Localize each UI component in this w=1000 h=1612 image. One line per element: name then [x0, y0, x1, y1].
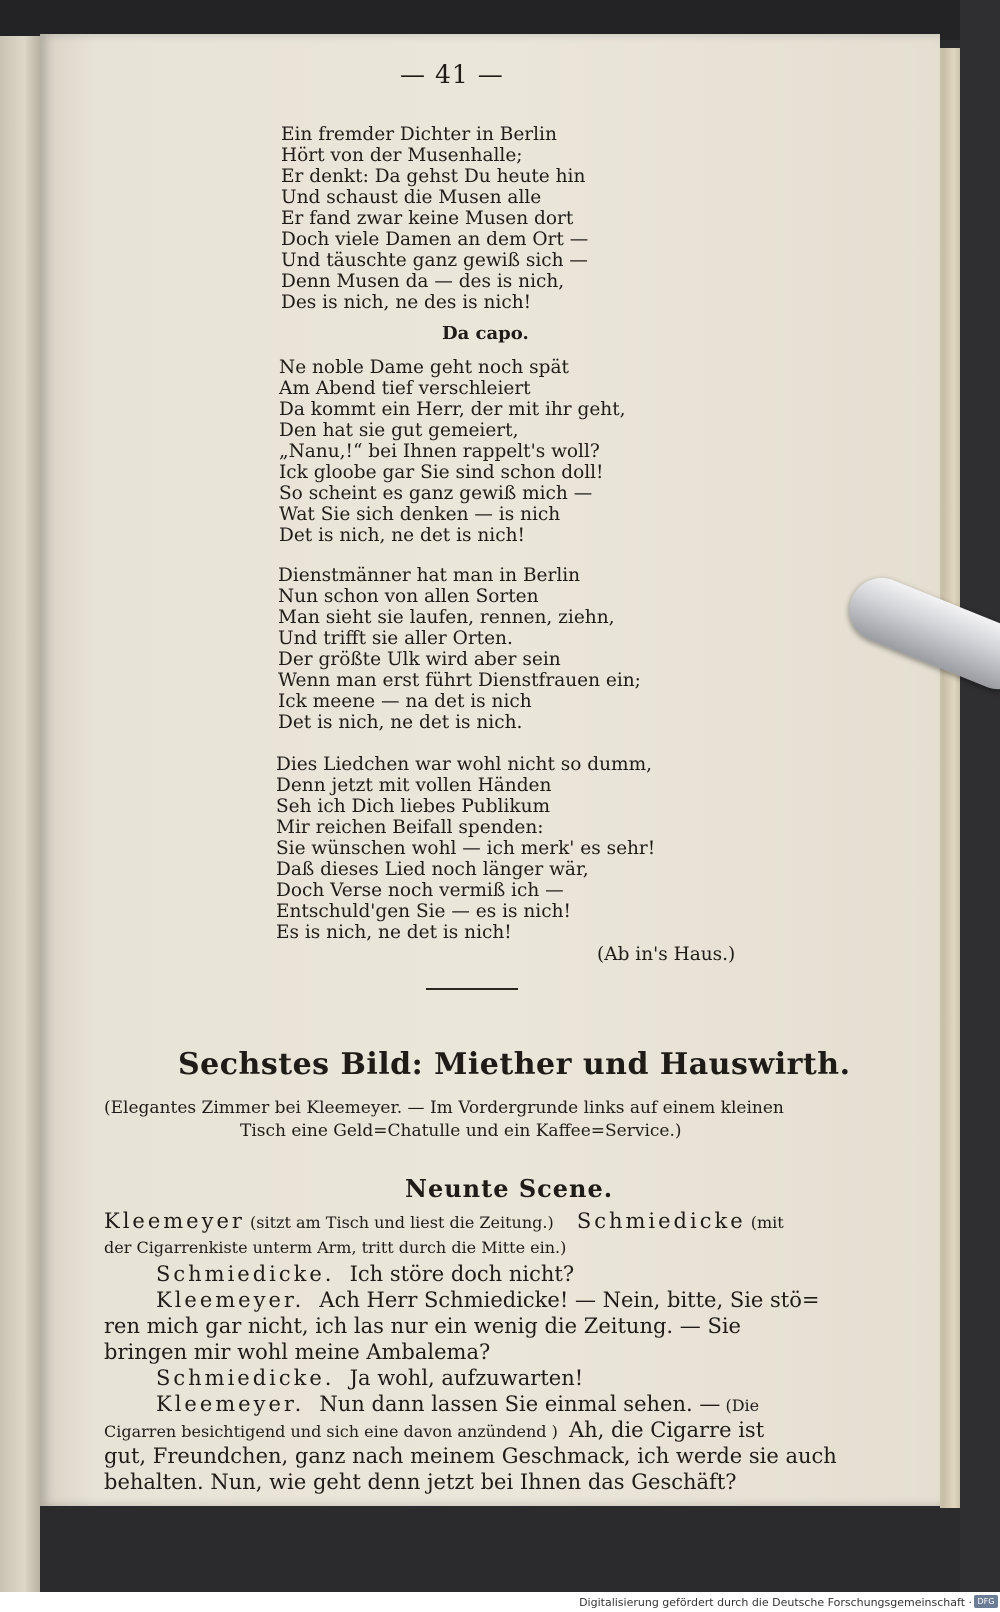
verse-line: Der größte Ulk wird aber sein: [278, 649, 561, 670]
speaker-name: Schmiedicke.: [156, 1262, 335, 1286]
verse-line: Ein fremder Dichter in Berlin: [281, 124, 557, 145]
act-title: Sechstes Bild: Miether und Hauswirth.: [178, 1047, 851, 1082]
verse-line: Daß dieses Lied noch länger wär,: [276, 859, 589, 880]
verse-line: Sie wünschen wohl — ich merk' es sehr!: [276, 838, 656, 859]
verse-line: Det is nich, ne det is nich!: [279, 525, 525, 546]
verse-line: Det is nich, ne det is nich.: [278, 712, 523, 733]
speaker-name: Schmiedicke.: [156, 1366, 335, 1390]
left-page-edge: [0, 36, 40, 1592]
da-capo-heading: Da capo.: [442, 323, 529, 344]
verse-line: Doch viele Damen an dem Ort —: [281, 229, 589, 250]
dialogue-text: Ich störe doch nicht?: [349, 1262, 575, 1286]
verse-stanza-3: [278, 565, 641, 733]
scanner-background-right: [960, 0, 1000, 1612]
verse-line: Wenn man erst führt Dienstfrauen ein;: [278, 670, 641, 691]
verse-line: Und schaust die Musen alle: [281, 187, 542, 208]
verse-line: Doch Verse noch vermiß ich —: [276, 880, 564, 901]
dialogue-text: ren mich gar nicht, ich las nur ein wenig die Zeitung. — Sie: [104, 1314, 741, 1338]
dfg-logo: DFG: [974, 1595, 998, 1608]
section-divider: [426, 988, 518, 990]
dialogue-text: Ja wohl, aufzuwarten!: [349, 1366, 584, 1390]
speaker-name: Kleemeyer.: [156, 1392, 305, 1416]
verse-line: Denn Musen da — des is nich,: [281, 271, 565, 292]
verse-line: Er fand zwar keine Musen dort: [281, 208, 574, 229]
verse-line: Denn jetzt mit vollen Händen: [276, 775, 552, 796]
dialogue-line: [156, 1366, 583, 1390]
dialogue-text: Nun dann lassen Sie einmal sehen. —: [319, 1392, 721, 1416]
verse-line: Ne noble Dame geht noch spät: [279, 357, 569, 378]
stage-direction: (Die: [725, 1396, 760, 1415]
page-number: — 41 —: [400, 60, 504, 89]
dialogue-text: Ah, die Cigarre ist: [568, 1418, 765, 1442]
dialogue-line: [104, 1418, 764, 1442]
verse-line: Und trifft sie aller Orten.: [278, 628, 513, 649]
verse-line: Es is nich, ne det is nich!: [276, 922, 512, 943]
dialogue-line: [156, 1288, 820, 1312]
dialogue-text: bringen mir wohl meine Ambalema?: [104, 1340, 491, 1364]
verse-line: Am Abend tief verschleiert: [279, 378, 531, 399]
dialogue-line: [156, 1262, 574, 1286]
stage-direction-exit: (Ab in's Haus.): [597, 944, 736, 965]
verse-line: Hört von der Musenhalle;: [281, 145, 523, 166]
verse-line: Er denkt: Da gehst Du heute hin: [281, 166, 586, 187]
dialogue-line: [156, 1392, 759, 1416]
speaker-name: Kleemeyer.: [156, 1288, 305, 1312]
stage-direction: Tisch eine Geld=Chatulle und ein Kaffee=Service.): [240, 1121, 682, 1141]
scene-title: Neunte Scene.: [405, 1174, 614, 1203]
verse-line: Des is nich, ne des is nich!: [281, 292, 532, 313]
dialogue-text: gut, Freundchen, ganz nach meinem Geschmack, ich werde sie auch: [104, 1444, 837, 1468]
stage-direction: (sitzt am Tisch und liest die Zeitung.): [250, 1213, 554, 1232]
dialogue-text: Ach Herr Schmiedicke! — Nein, bitte, Sie stö=: [319, 1288, 820, 1312]
dialogue-text: behalten. Nun, wie geht denn jetzt bei Ihnen das Geschäft?: [104, 1470, 737, 1494]
verse-line: Mir reichen Beifall spenden:: [276, 817, 544, 838]
dialogue-line: [104, 1209, 784, 1233]
verse-line: „Nanu,!“ bei Ihnen rappelt's woll?: [279, 441, 600, 462]
stage-direction: Cigarren besichtigend und sich eine davon anzündend ): [104, 1422, 558, 1441]
verse-line: Den hat sie gut gemeiert,: [279, 420, 519, 441]
speaker-name: Kleemeyer: [104, 1209, 245, 1233]
verse-line: Seh ich Dich liebes Publikum: [276, 796, 551, 817]
stage-direction: der Cigarrenkiste unterm Arm, tritt durch die Mitte ein.): [104, 1238, 567, 1257]
scanner-background-bottom: [40, 1506, 940, 1592]
verse-line: Ick meene — na det is nich: [278, 691, 532, 712]
verse-line: So scheint es ganz gewiß mich —: [279, 483, 593, 504]
verse-line: Ick gloobe gar Sie sind schon doll!: [279, 462, 604, 483]
footer-credit: Digitalisierung gefördert durch die Deutsche Forschungsgemeinschaft ·: [579, 1596, 972, 1609]
verse-line: Man sieht sie laufen, rennen, ziehn,: [278, 607, 615, 628]
speaker-name: Schmiedicke: [576, 1209, 746, 1233]
stage-direction: (mit: [750, 1213, 784, 1232]
stage-direction: (Elegantes Zimmer bei Kleemeyer. — Im Vordergrunde links auf einem kleinen: [104, 1098, 784, 1118]
verse-line: Dies Liedchen war wohl nicht so dumm,: [276, 754, 653, 775]
verse-stanza-1: [281, 124, 588, 313]
verse-line: Nun schon von allen Sorten: [278, 586, 539, 607]
verse-stanza-2: [279, 357, 626, 546]
verse-line: Wat Sie sich denken — is nich: [279, 504, 561, 525]
verse-stanza-4: [276, 754, 655, 943]
verse-line: Und täuschte ganz gewiß sich —: [281, 250, 588, 271]
verse-line: Entschuld'gen Sie — es is nich!: [276, 901, 571, 922]
verse-line: Dienstmänner hat man in Berlin: [278, 565, 581, 586]
verse-line: Da kommt ein Herr, der mit ihr geht,: [279, 399, 626, 420]
